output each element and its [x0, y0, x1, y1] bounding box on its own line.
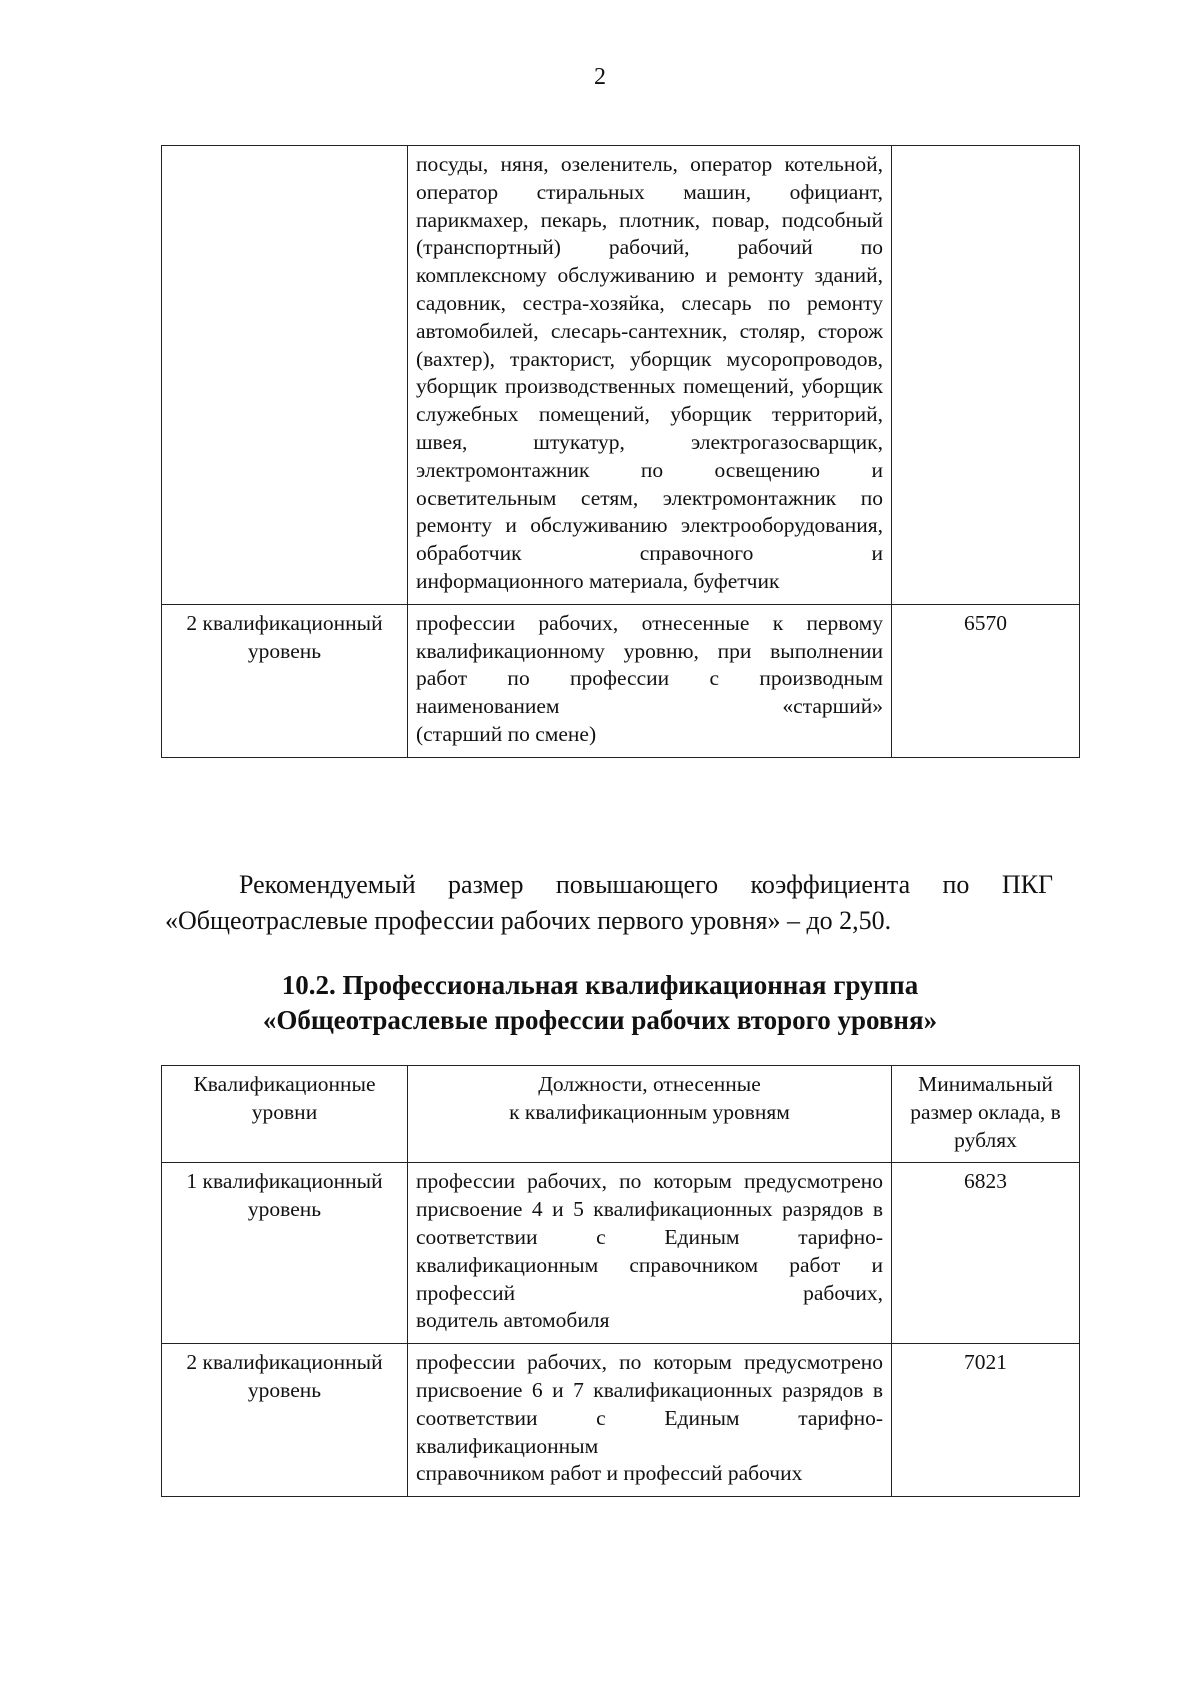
qualification-table-continued [161, 145, 1080, 758]
section-title [0, 968, 1200, 1038]
section-title-line-1: 10.2. Профессиональная квалификационная группа [281, 970, 919, 1000]
header-positions-line-2: к квалификационным уровням [509, 1099, 790, 1124]
positions-cell [408, 146, 892, 605]
positions-text: профессии рабочих, по которым предусмотрено присвоение 6 и 7 квалификационных разрядов в соответствии с Единым тарифно-квалификационным [416, 1350, 883, 1458]
positions-cell [408, 604, 892, 757]
recommendation-paragraph: Рекомендуемый размер повышающего коэффициента по ПКГ «Общеотраслевые профессии рабочих первого уровня» – до 2,50. [165, 870, 1053, 935]
salary-cell [892, 146, 1080, 605]
page-number: 2 [594, 64, 606, 90]
header-salary: Минимальный размер оклада, в рублях [892, 1066, 1080, 1163]
positions-cell [408, 1344, 892, 1497]
section-title-line-2: «Общеотраслевые профессии рабочих второго уровня» [262, 1005, 938, 1035]
positions-text-last-line: информационного материала, буфетчик [416, 568, 780, 593]
level-cell: 1 квалификационный уровень [162, 1163, 408, 1344]
positions-text-last-line: (старший по смене) [416, 721, 597, 746]
positions-cell [408, 1163, 892, 1344]
table-row [162, 1344, 1080, 1497]
positions-text-last-line: водитель автомобиля [416, 1308, 610, 1333]
salary-cell: 6823 [892, 1163, 1080, 1344]
level-cell: 2 квалификационный уровень [162, 1344, 408, 1497]
table-header-row [162, 1066, 1080, 1163]
level-cell: 2 квалификационный уровень [162, 604, 408, 757]
table-row [162, 146, 1080, 605]
qualification-table [161, 1065, 1080, 1497]
positions-text: профессии рабочих, по которым предусмотрено присвоение 4 и 5 квалификационных разрядов в соответствии с Единым тарифно-квалификационным справочником работ и профессий рабочих, [416, 1169, 883, 1305]
level-cell [162, 146, 408, 605]
header-level: Квалификационные уровни [162, 1066, 408, 1163]
table-row [162, 1163, 1080, 1344]
salary-cell: 7021 [892, 1344, 1080, 1497]
header-positions-line-1: Должности, отнесенные [538, 1072, 761, 1096]
positions-text: посуды, няня, озеленитель, оператор котельной, оператор стиральных машин, официант, парикмахер, пекарь, плотник, повар, подсобный (транспортный) рабочий, рабочий по комплексному обслуживанию и ремонту зданий, садовник, сестра-хозяйка, слесарь по ремонту автомобилей, слесарь-сантехник, столяр, сторож (вахтер), тракторист, уборщик мусоропроводов, уборщик производственных помещений, уборщик служебных помещений, уборщик территорий, швея, штукатур, электрогазосварщик, электромонтажник по освещению и осветительным сетям, электромонтажник по ремонту и обслуживанию электрооборудования, обработчик справочного и [416, 152, 883, 566]
positions-text: профессии рабочих, отнесенные к первому квалификационному уровню, при выполнении работ по профессии с производным наименованием «старший» [416, 610, 883, 719]
table-row [162, 604, 1080, 757]
header-positions [408, 1066, 892, 1163]
positions-text-last-line: справочником работ и профессий рабочих [416, 1461, 803, 1486]
salary-cell: 6570 [892, 604, 1080, 757]
